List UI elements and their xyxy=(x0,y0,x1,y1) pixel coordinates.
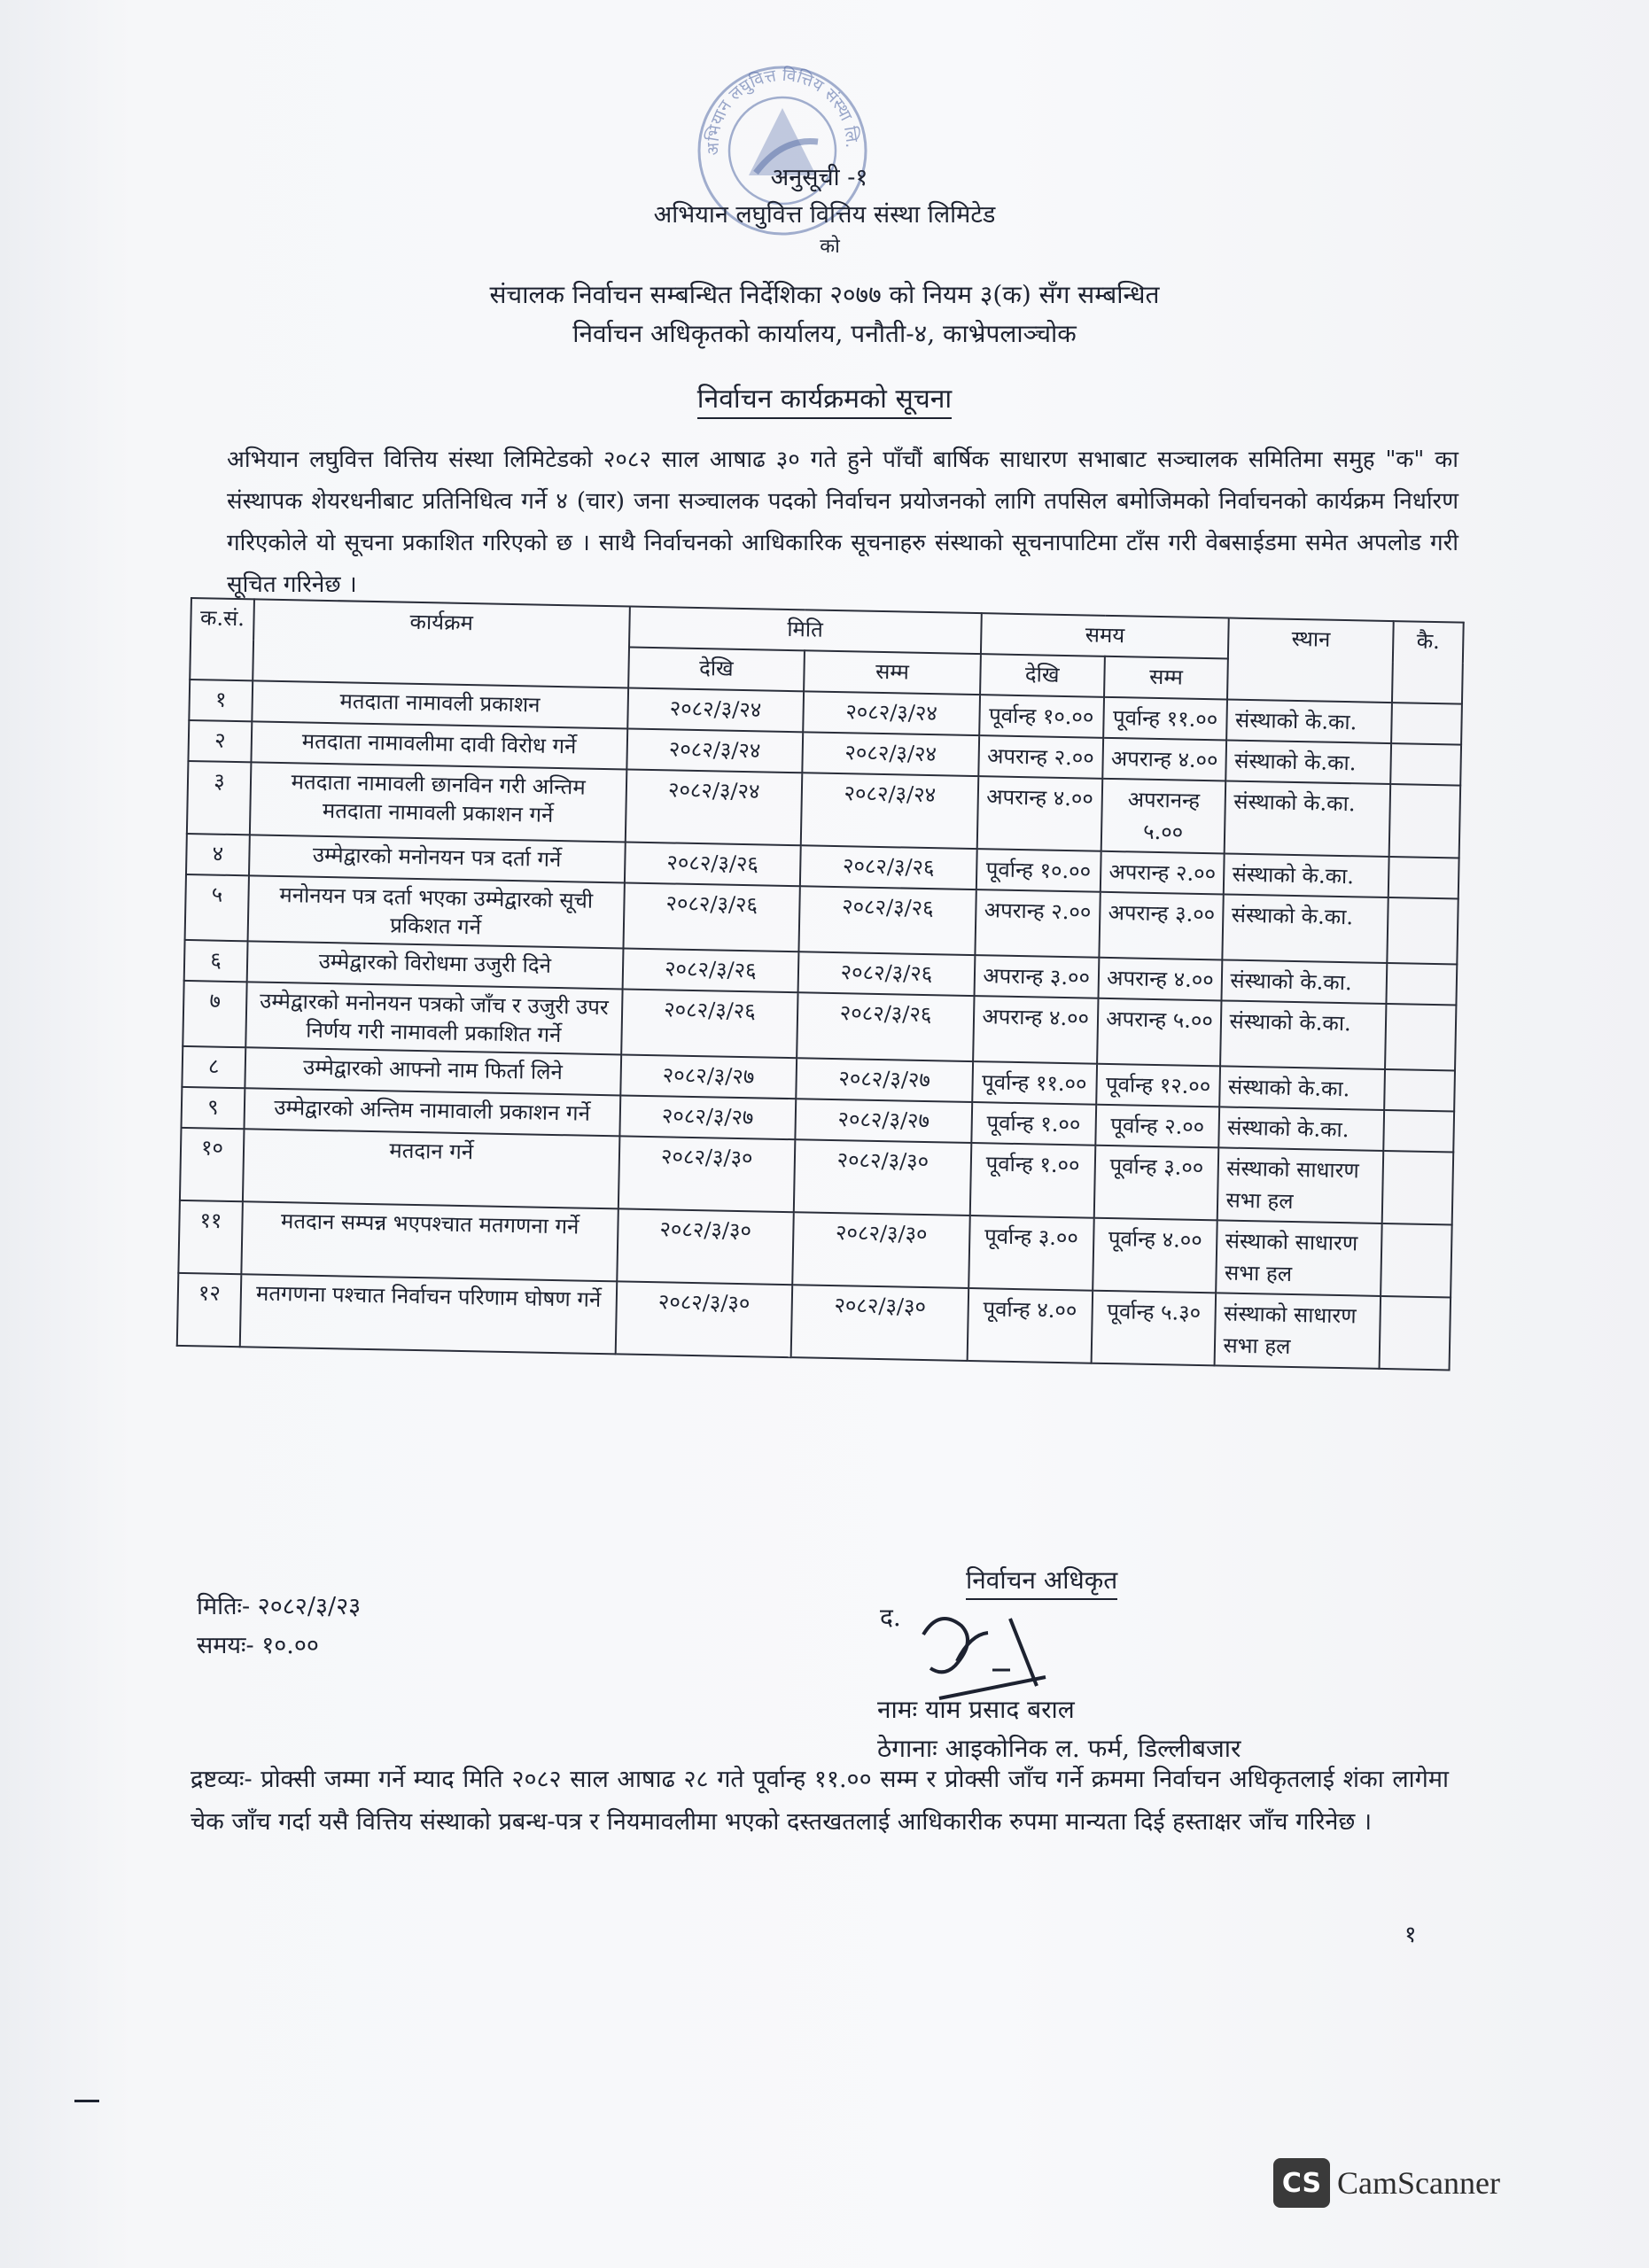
row-time-to: अपरानन्ह ५.०० xyxy=(1101,779,1225,854)
row-remarks xyxy=(1391,703,1462,745)
row-place: संस्थाको साधारण सभा हल xyxy=(1217,1147,1383,1223)
row-place: संस्थाको के.का. xyxy=(1221,1000,1387,1069)
rule-reference: संचालक निर्वाचन सम्बन्धित निर्देशिका २०७७ को नियम ३(क) सँग सम्बन्धित xyxy=(489,280,1160,309)
row-time-from: पूर्वान्ह १.०० xyxy=(970,1143,1095,1218)
notice-date: मितिः- २०८२/३/२३ xyxy=(197,1593,362,1620)
row-remarks xyxy=(1385,1004,1456,1071)
row-sn: २ xyxy=(188,720,252,762)
row-remarks xyxy=(1389,784,1461,858)
row-sn: ९ xyxy=(182,1087,245,1129)
row-remarks xyxy=(1390,743,1461,786)
signed-label: द. xyxy=(880,1603,901,1632)
ko-label: को xyxy=(820,236,840,258)
row-time-to: पूर्वान्ह १२.०० xyxy=(1096,1064,1221,1107)
seal-text: अभियान लघुवित्त वित्तिय संस्था लि. xyxy=(703,65,862,157)
row-date-to: २०८२/३/३० xyxy=(794,1139,971,1216)
row-date-to: २०८२/३/२६ xyxy=(798,951,975,996)
row-date-from: २०८२/३/२६ xyxy=(621,989,798,1058)
row-date-to: २०८२/३/२४ xyxy=(803,691,979,735)
camscanner-logo-icon: CS xyxy=(1273,2158,1330,2208)
row-time-from: पूर्वान्ह १.०० xyxy=(971,1102,1096,1146)
header-remarks: कै. xyxy=(1392,621,1464,704)
officer-name: नामः याम प्रसाद बराल xyxy=(877,1695,1075,1724)
row-date-to: २०८२/३/२७ xyxy=(796,1058,972,1102)
row-date-to: २०८२/३/२७ xyxy=(796,1099,972,1143)
row-remarks xyxy=(1386,963,1457,1006)
header-time: समय xyxy=(981,613,1230,658)
row-sn: ७ xyxy=(183,981,246,1047)
page-number: १ xyxy=(1404,1922,1417,1948)
row-remarks xyxy=(1381,1223,1452,1298)
row-place: संस्थाको के.का. xyxy=(1227,699,1392,743)
row-place: संस्थाको साधारण सभा हल xyxy=(1217,1220,1382,1296)
row-time-to: पूर्वान्ह ११.०० xyxy=(1103,697,1228,741)
row-program: मतदान सम्पन्न भएपश्चात मतगणना गर्ने xyxy=(241,1201,618,1281)
row-program: उम्मेद्वारको आफ्नो नाम फिर्ता लिने xyxy=(245,1047,620,1095)
row-place: संस्थाको के.का. xyxy=(1220,1066,1385,1110)
row-program: मतदान गर्ने xyxy=(243,1129,619,1208)
row-time-from: पूर्वान्ह ३.०० xyxy=(968,1216,1093,1291)
row-sn: ११ xyxy=(178,1200,242,1274)
row-date-from: २०८२/३/३० xyxy=(617,1208,794,1285)
row-date-from: २०८२/३/२६ xyxy=(622,948,798,992)
row-remarks xyxy=(1379,1296,1451,1371)
row-time-from: पूर्वान्ह ११.०० xyxy=(972,1061,1097,1105)
row-date-from: २०८२/३/३० xyxy=(615,1281,792,1357)
row-program: उम्मेद्वारको मनोनयन पत्र दर्ता गर्ने xyxy=(249,835,625,882)
row-time-from: अपरान्ह ४.०० xyxy=(976,776,1101,851)
row-place: संस्थाको साधारण सभा हल xyxy=(1215,1293,1381,1369)
margin-mark xyxy=(74,2100,99,2102)
row-date-from: २०८२/३/३० xyxy=(618,1136,795,1212)
office-line: निर्वाचन अधिकृतको कार्यालय, पनौती-४, काभ्रेपलाञ्चोक xyxy=(572,319,1077,348)
header-time-from: देखि xyxy=(980,654,1105,697)
header-sn: क.सं. xyxy=(190,598,254,680)
header-date: मिति xyxy=(629,607,982,655)
camscanner-watermark xyxy=(1273,2158,1500,2208)
row-time-to: अपरान्ह ४.०० xyxy=(1102,738,1227,781)
row-date-to: २०८२/३/३० xyxy=(792,1212,969,1288)
row-sn: ८ xyxy=(182,1046,245,1088)
header-program: कार्यक्रम xyxy=(253,599,629,687)
row-remarks xyxy=(1383,1110,1454,1153)
officer-details xyxy=(877,1690,1241,1768)
row-time-from: पूर्वान्ह ४.०० xyxy=(967,1288,1092,1363)
row-time-to: अपरान्ह ५.०० xyxy=(1097,998,1222,1067)
row-program: उम्मेद्वारको विरोधमा उजुरी दिने xyxy=(247,941,623,989)
row-sn: १ xyxy=(189,680,253,721)
row-date-to: २०८२/३/२६ xyxy=(797,992,974,1061)
row-program: उम्मेद्वारको मनोनयन पत्रको जाँच र उजुरी उपर निर्णय गरी नामावली प्रकाशित गर्ने xyxy=(245,982,622,1054)
row-sn: ६ xyxy=(184,940,248,982)
row-remarks xyxy=(1388,857,1459,899)
row-place: संस्थाको के.का. xyxy=(1224,853,1388,897)
row-time-to: पूर्वान्ह ३.०० xyxy=(1093,1146,1218,1221)
row-date-from: २०८२/३/२४ xyxy=(627,687,804,732)
row-time-to: अपरान्ह २.०० xyxy=(1100,851,1225,895)
header-time-to: सम्म xyxy=(1104,656,1229,700)
row-date-to: २०८२/३/२४ xyxy=(801,773,978,849)
row-time-from: अपरान्ह ४.०० xyxy=(973,996,1098,1064)
officer-title: निर्वाचन अधिकृत xyxy=(966,1563,1117,1600)
row-sn: १२ xyxy=(177,1273,241,1347)
schedule-rows xyxy=(177,680,1462,1370)
note-paragraph: द्रष्टव्यः- प्रोक्सी जम्मा गर्ने म्याद मिति २०८२ साल आषाढ २८ गते पूर्वान्ह ११.०० सम्म र प्रोक्सी जाँच गर्ने क्रममा निर्वाचन अधिकृतलाई शंका लागेमा चेक जाँच गर्दा यसै वित्तिय संस्थाको प्रबन्ध-पत्र र नियमावलीमा भएको दस्तखतलाई आधिकारीक रुपमा मान्यता दिई हस्ताक्षर जाँच गरिनेछ । xyxy=(191,1766,1449,1836)
notice-title-text: निर्वाचन कार्यक्रमको सूचना xyxy=(697,384,952,419)
row-sn: ३ xyxy=(187,761,251,835)
row-program: मनोनयन पत्र दर्ता भएका उम्मेद्वारको सूची प्रकिशत गर्ने xyxy=(247,875,624,948)
row-place: संस्थाको के.का. xyxy=(1226,740,1391,784)
officer-address: ठेगानाः आइकोनिक ल. फर्म, डिल्लीबजार xyxy=(877,1734,1241,1763)
row-date-from: २०८२/३/२४ xyxy=(626,728,803,773)
header-date-to: सम्म xyxy=(804,650,980,695)
row-remarks xyxy=(1387,897,1458,965)
organization-name: अभियान लघुवित्त वित्तिय संस्था लिमिटेड xyxy=(653,201,996,229)
row-place: संस्थाको के.का. xyxy=(1225,781,1390,857)
row-date-from: २०८२/३/२४ xyxy=(625,769,802,845)
row-date-to: २०८२/३/३० xyxy=(791,1285,968,1361)
row-date-to: २०८२/३/२४ xyxy=(802,732,978,776)
row-date-to: २०८२/३/२६ xyxy=(799,886,976,955)
row-program: उम्मेद्वारको अन्तिम नामावाली प्रकाशन गर्ने xyxy=(244,1088,619,1136)
row-program: मतदाता नामावलीमा दावी विरोध गर्ने xyxy=(251,721,626,769)
row-time-from: अपरान्ह २.०० xyxy=(978,735,1103,779)
row-time-to: पूर्वान्ह ४.०० xyxy=(1093,1218,1217,1293)
header-date-from: देखि xyxy=(628,648,805,692)
row-place: संस्थाको के.का. xyxy=(1222,959,1387,1004)
notice-date-block xyxy=(197,1588,361,1666)
row-time-from: पूर्वान्ह १०.०० xyxy=(976,849,1101,892)
row-date-to: २०८२/३/२६ xyxy=(800,845,976,889)
row-remarks xyxy=(1384,1069,1455,1112)
row-time-from: अपरान्ह २.०० xyxy=(975,889,1100,958)
row-date-from: २०८२/३/२७ xyxy=(619,1095,796,1139)
election-schedule-table xyxy=(176,597,1465,1371)
row-program: मतदाता नामावली प्रकाशन xyxy=(252,680,627,728)
row-time-to: अपरान्ह ४.०० xyxy=(1098,958,1223,1001)
row-date-from: २०८२/३/२६ xyxy=(623,882,800,951)
row-remarks xyxy=(1382,1151,1454,1225)
row-time-from: पूर्वान्ह १०.०० xyxy=(979,695,1104,738)
camscanner-text: CamScanner xyxy=(1337,2165,1500,2201)
row-date-from: २०८२/३/२७ xyxy=(620,1054,797,1099)
row-sn: १० xyxy=(180,1128,244,1201)
notice-title xyxy=(0,379,1649,416)
row-time-from: अपरान्ह ३.०० xyxy=(974,955,1099,998)
row-sn: ५ xyxy=(185,874,249,941)
row-date-from: २०८२/३/२६ xyxy=(624,842,800,886)
intro-paragraph: अभियान लघुवित्त वित्तिय संस्था लिमिटेडको २०८२ साल आषाढ ३० गते हुने पाँचौं बार्षिक साधारण सभाबाट सञ्चालक समितिमा समुह "क" का संस्थापक शेयरधनीबाट प्रतिनिधित्व गर्ने ४ (चार) जना सञ्चालक पदको निर्वाचन प्रयोजनको लागि तपसिल बमोजिमको निर्वाचनको कार्यक्रम निर्धारण गरिएकोले यो सूचना प्रकाशित गरिएको छ । साथै निर्वाचनको आधिकारिक सूचनाहरु संस्थाको सूचनापाटिमा टाँस गरी वेबसाईडमा समेत अपलोड गरी सूचित गरिनेछ । xyxy=(227,447,1458,598)
row-sn: ४ xyxy=(186,834,250,875)
row-time-to: पूर्वान्ह ५.३० xyxy=(1091,1291,1216,1366)
row-program: मतगणना पश्चात निर्वाचन परिणाम घोषण गर्ने xyxy=(240,1274,617,1354)
row-place: संस्थाको के.का. xyxy=(1219,1107,1384,1151)
notice-time: समयः- १०.०० xyxy=(197,1632,319,1659)
row-time-to: अपरान्ह ३.०० xyxy=(1099,892,1224,960)
row-program: मतदाता नामावली छानविन गरी अन्तिम मतदाता नामावली प्रकाशन गर्ने xyxy=(250,762,626,842)
header-place: स्थान xyxy=(1227,618,1393,703)
row-place: संस्थाको के.का. xyxy=(1223,894,1388,963)
officer-signature xyxy=(904,1599,1108,1705)
annex-label: अनुसूची -१ xyxy=(770,164,868,191)
row-time-to: पूर्वान्ह २.०० xyxy=(1095,1105,1220,1148)
